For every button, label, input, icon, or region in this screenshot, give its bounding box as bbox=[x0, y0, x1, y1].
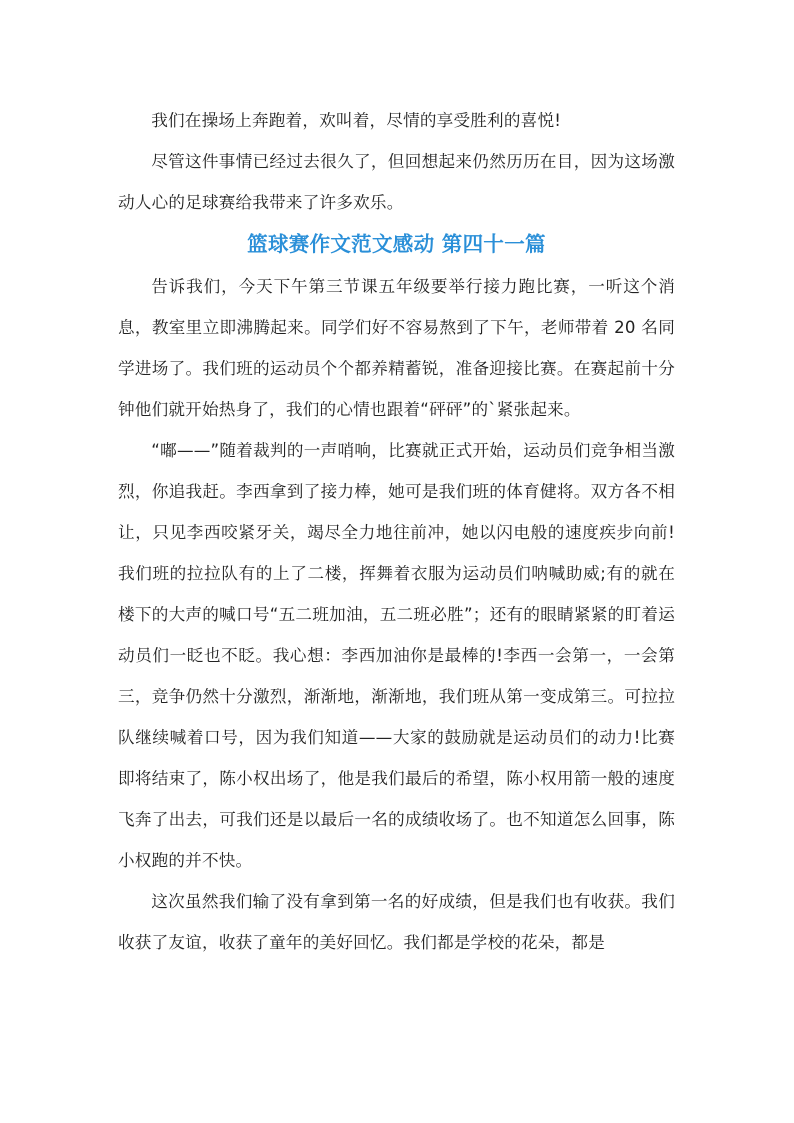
paragraph-relay-announcement: 告诉我们，今天下午第三节课五年级要举行接力跑比赛，一听这个消息，教室里立即沸腾起来。同学们好不容易熬到了下午，老师带着 20 名同学进场了。我们班的运动员个个都养精蓄锐，准备迎接比赛。在赛起前十分钟他们就开始热身了，我们的心情也跟着“砰砰”的`紧张起来。 bbox=[118, 277, 675, 419]
paragraph-relay-race: “嘟——”随着裁判的一声哨响，比赛就正式开始，运动员们竞争相当激烈，你追我赶。李西拿到了接力棒，她可是我们班的体育健将。双方各不相让，只见李西咬紧牙关，竭尽全力地往前冲，她以闪电般的速度疾步向前!我们班的拉拉队有的上了二楼，挥舞着衣服为运动员们呐喊助威;有的就在楼下的大声的喊口号“五二班加油，五二班必胜”；还有的眼睛紧紧的盯着运动员们一眨也不眨。我心想：李西加油你是最棒的!李西一会第一，一会第三，竞争仍然十分激烈，渐渐地，渐渐地，我们班从第一变成第三。可拉拉队继续喊着口号，因为我们知道——大家的鼓励就是运动员们的动力!比赛即将结束了，陈小权出场了，他是我们最后的希望，陈小权用箭一般的速度飞奔了出去，可我们还是以最后一名的成绩收场了。也不知道怎么回事，陈小权跑的并不快。 bbox=[118, 441, 675, 870]
paragraph-football-memory: 尽管这件事情已经过去很久了，但回想起来仍然历历在目，因为这场激动人心的足球赛给我带来了许多欢乐。 bbox=[118, 152, 675, 212]
document-body bbox=[118, 100, 675, 963]
paragraph-victory-joy: 我们在操场上奔跑着，欢叫着，尽情的享受胜利的喜悦! bbox=[151, 111, 562, 130]
section-heading: 篮球赛作文范文感动 第四十一篇 bbox=[247, 232, 546, 256]
paragraph-reflection: 这次虽然我们输了没有拿到第一名的好成绩，但是我们也有收获。我们收获了友谊，收获了童年的美好回忆。我们都是学校的花朵，都是 bbox=[118, 892, 675, 952]
